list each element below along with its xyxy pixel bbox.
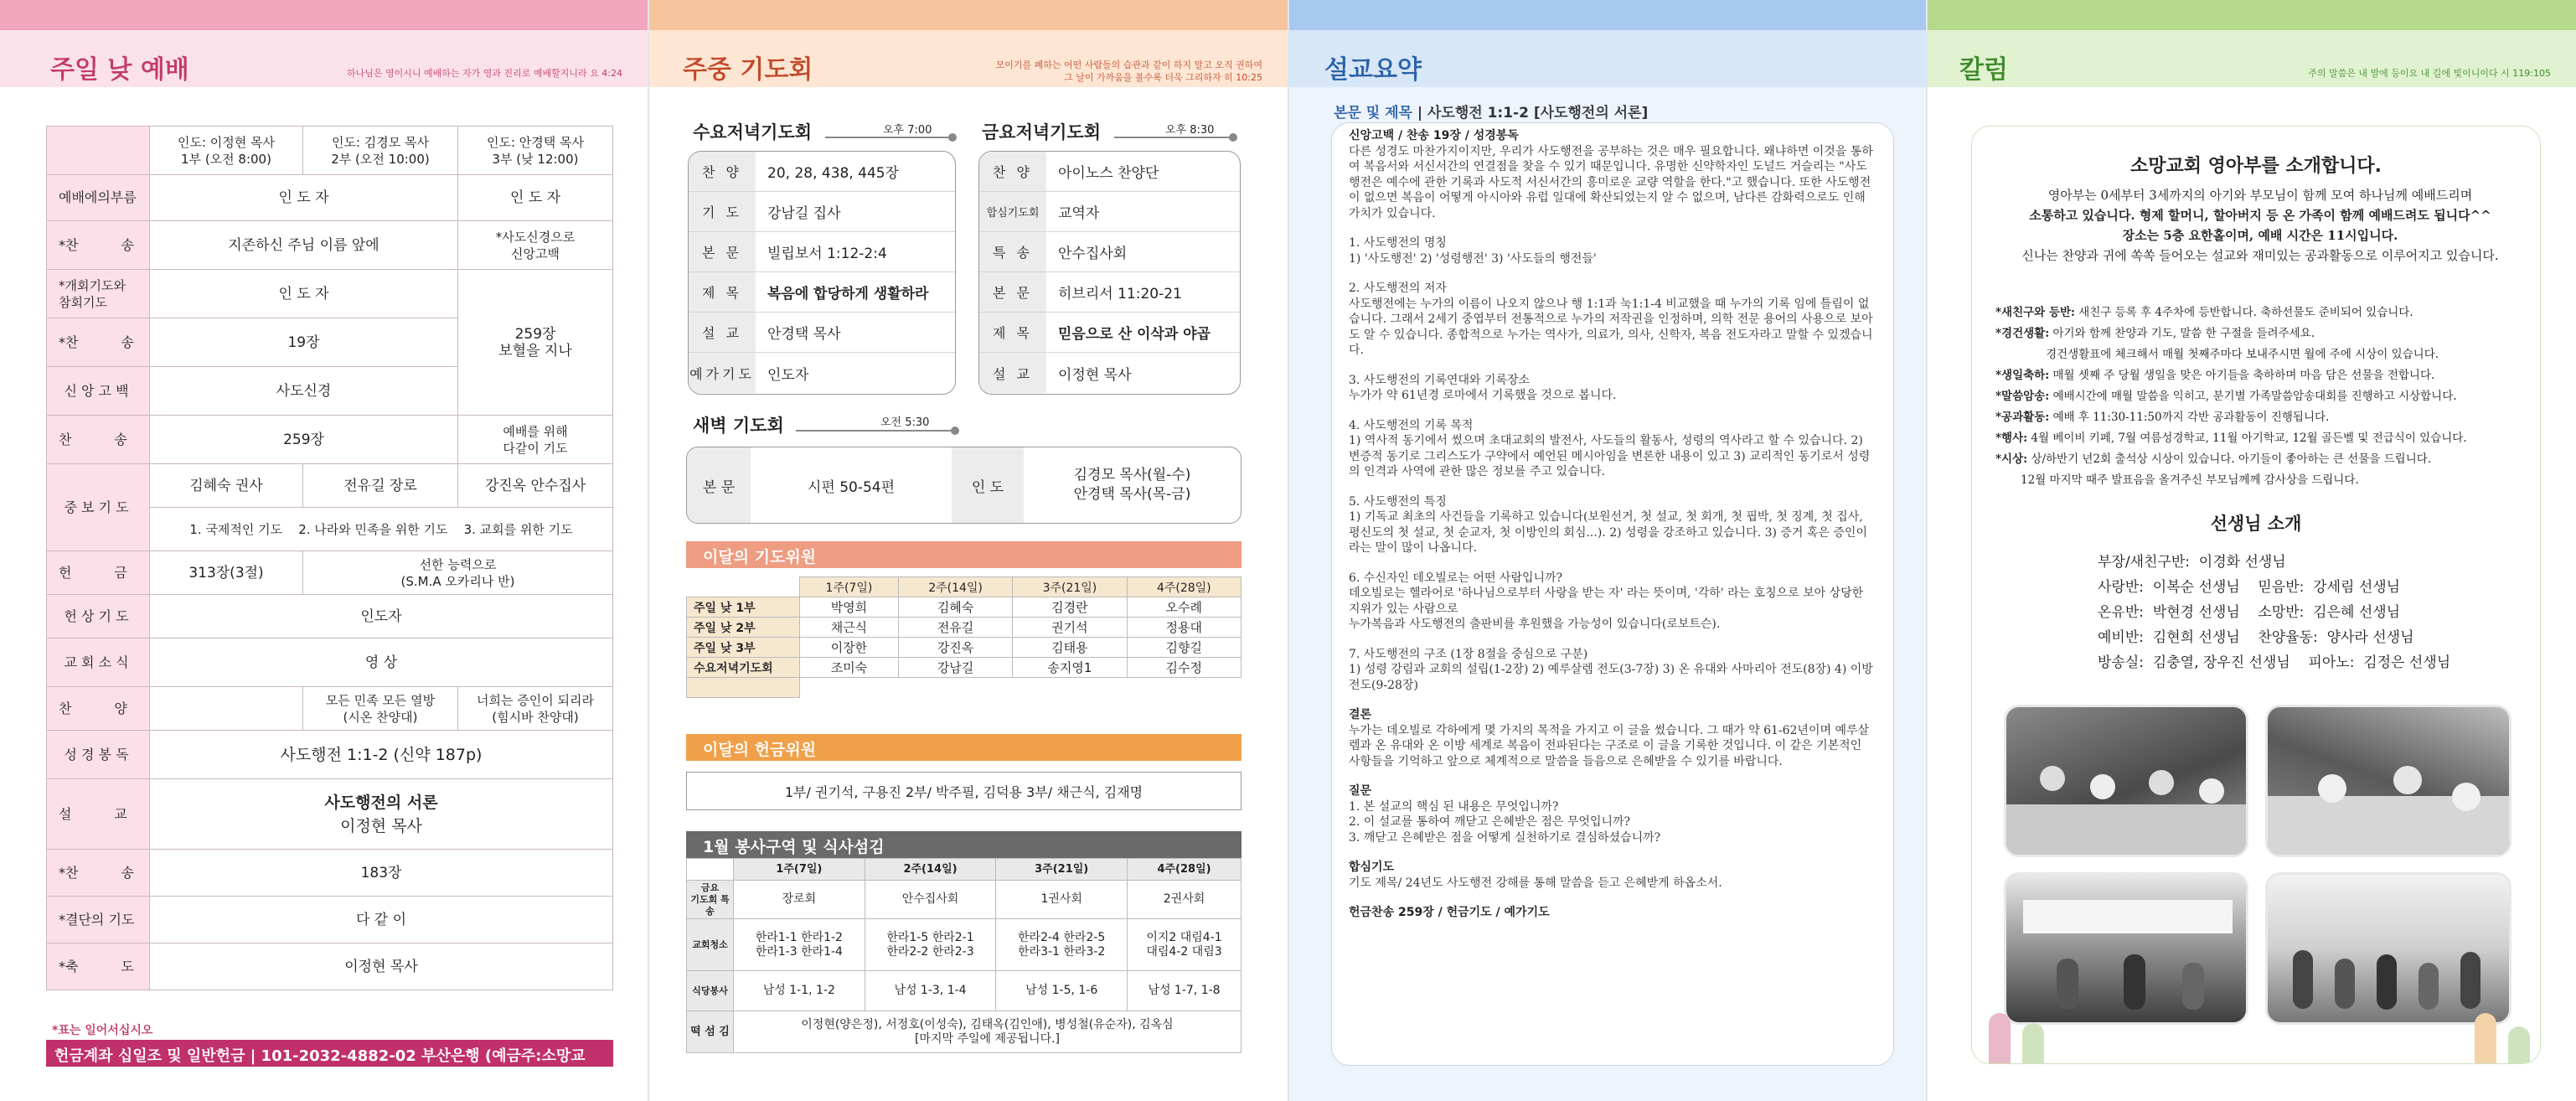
row-label: *결단의 기도: [47, 897, 150, 943]
prayer-row-value: 이정현 목사: [1058, 366, 1132, 384]
row-label: 중 보 기 도: [47, 464, 150, 551]
service-3-head: 인도: 안경택 목사 3부 (낮 12:00): [458, 127, 613, 175]
class-photo-1: [2004, 705, 2248, 857]
flower-decoration: [2022, 1023, 2044, 1063]
wednesday-title: 수요저녁기도회: [693, 122, 813, 142]
prayer-row-value: 아이노스 찬양단: [1058, 165, 1159, 182]
row-header: 수요저녁기도회: [687, 658, 800, 678]
prayer-row-label: 예가기도: [689, 353, 756, 393]
info-list: [1995, 302, 2523, 491]
info-item-label: *행사:: [1995, 432, 2028, 445]
prayer-row-label: 찬 양: [979, 152, 1046, 191]
row-header: 주일 낮 2부: [687, 618, 800, 638]
row-value: 인도자: [150, 595, 613, 638]
worship-order-table: [46, 126, 613, 990]
sermon-heading-label: 본문 및 제목: [1334, 105, 1412, 121]
column-header: 1주(7일): [734, 859, 865, 881]
row-value: 너희는 증인이 되리라 (힘시바 찬양대): [458, 687, 613, 731]
table-cell: 남성 1-1, 1-2: [734, 971, 865, 1011]
info-item: [1995, 407, 2523, 428]
table-cell: 김향길: [1127, 638, 1241, 658]
table-row: [687, 678, 1242, 698]
top-band: [1289, 0, 1926, 30]
row-value: 선한 능력으로 (S.M.A 오카리나 반): [303, 551, 613, 595]
info-item-text: 경건생활표에 체크해서 매월 첫째주마다 보내주시면 월에 주에 시상이 있습니다.: [1995, 348, 2439, 361]
row-value: 영 상: [150, 638, 613, 687]
prayer-row: [689, 152, 955, 192]
top-band: [649, 0, 1288, 30]
class-photo-2: [2265, 705, 2511, 857]
header-verse: 주의 말씀은 내 발에 등이요 내 길에 빛이니이다 시 119:105: [2308, 68, 2551, 79]
top-band: [1928, 0, 2576, 30]
intro-line: 영아부는 0세부터 3세까지의 아기와 부모님이 함께 모여 하나님께 예배드리며: [2047, 188, 2473, 203]
offering-account-bar: 헌금계좌 십일조 및 일반헌금 | 101-2032-4882-02 부산은행 (예금주:소망교회): [46, 1040, 613, 1067]
column-header: 2주(14일): [865, 859, 996, 881]
flower-decoration: [2508, 1026, 2530, 1063]
row-header: 주일 낮 1부: [687, 597, 800, 618]
meal-cell: 이정현(양은정), 서정호(이성숙), 김태옥(김인애), 병성철(유순자), 김옥심 [마지막 주일에 제공됩니다.]: [734, 1011, 1242, 1053]
sermon-block-heading: 합심기도: [1349, 861, 1395, 874]
column-header: 2주(14일): [898, 577, 1012, 597]
table-cell: 이장한: [800, 638, 899, 658]
sermon-block-heading: 결론: [1349, 708, 1372, 721]
sermon-block-text: 4. 사도행전의 기록 목적 1) 역사적 동기에서 썼으며 초대교회의 발전사, 사도들의 활동사, 성령의 역사라고 할 수 있습니다. 2) 변증적 동기로 그리스도가 구약에서 예언된 메시아임을 변론한 내용이 있고 3) 교리적인 동기로서 성령의 인격과 사역에 관한 많은 정보를 주고 있습니다.: [1349, 418, 1871, 478]
page-title: 칼럼: [1959, 55, 2008, 85]
row-value: 이정현 목사: [150, 943, 613, 990]
prayer-row-value: 복음에 합당하게 생활하라: [767, 286, 929, 302]
row-label: *찬 송: [47, 221, 150, 270]
flower-decoration: [2475, 1013, 2496, 1063]
standing-note: *표는 일어서십시오: [52, 1024, 153, 1037]
prayer-row-value: 20, 28, 438, 445장: [767, 165, 900, 182]
teacher-line: 예비반: 김현희 선생님 찬양율동: 양사라 선생님: [2098, 629, 2414, 646]
column-header: 3주(21일): [996, 859, 1128, 881]
teachers-heading: 선생님 소개: [2210, 514, 2302, 534]
table-header-row: [687, 859, 1242, 881]
column-header: 3주(21일): [1013, 577, 1127, 597]
sermon-block-heading: 질문: [1349, 784, 1372, 798]
friday-time: 오후 8:30: [1162, 121, 1217, 137]
teacher-line: 방송실: 김충열, 장우진 선생님 피아노: 김정은 선생님: [2098, 654, 2451, 671]
sermon-block-text: 5. 사도행전의 특징 1) 기독교 최초의 사건들을 기록하고 있습니다(보원선거, 첫 설교, 첫 회개, 첫 핍박, 첫 징계, 첫 집사, 평신도의 첫 설교, 첫 순교자, 첫 이방인의 회심...). 2) 성령을 강조하고 있습니다. 3) 증거 혹은 증인이라는 말이 많이 나옵니다.: [1349, 494, 1867, 555]
info-item-text: 예배 후 11:30-11:50까지 각반 공과활동이 진행됩니다.: [2049, 411, 2330, 424]
column-intro: [2006, 185, 2515, 266]
corner-cell: [47, 127, 150, 175]
sermon-block: [1349, 860, 1877, 891]
row-value: 모든 민족 모든 열방 (시온 찬양대): [303, 687, 458, 731]
table-cell: 오수례: [1127, 597, 1241, 618]
table-cell: 남성 1-5, 1-6: [996, 971, 1128, 1011]
prayer-row-value: 안수집사회: [1058, 246, 1128, 262]
prayer-row-label: 제 목: [689, 272, 756, 312]
info-item-label: *경건생활:: [1995, 327, 2050, 340]
column-header: 1주(7일): [800, 577, 899, 597]
sermon-text-box: [1331, 122, 1894, 1066]
prayer-row-label: 설 교: [689, 313, 756, 352]
sermon-block-text: 누가는 데오빌로 각하에게 몇 가지의 목적을 가지고 이 글을 썼습니다. 그 때가 약 61-62년이며 예루살렘과 온 유대와 온 이방 세계로 복음이 전파된다는 구조로 이 글을 기록한 것입니다. 이 같은 기본적인 사항들을 기억하고 앞으로 체계적으로 말씀을 들음으로 은혜받을 수 있기를 바랍니다.: [1349, 723, 1870, 768]
prayer-row-label: 기 도: [689, 192, 756, 231]
table-cell: 남성 1-3, 1-4: [865, 971, 996, 1011]
table-row: [687, 881, 1242, 919]
table-row: [687, 919, 1242, 971]
info-item-text: 4월 베이비 키페, 7월 여름성경학교, 11월 아기학교, 12월 골든벨 및 전급식이 있습니다.: [2027, 432, 2467, 445]
row-value: 강진옥 안수집사: [458, 464, 613, 508]
column-header: 4주(28일): [1127, 577, 1241, 597]
row-label: 찬 양: [47, 687, 150, 731]
row-label: 찬 송: [47, 416, 150, 464]
offering-committee-title: 이달의 헌금위원: [686, 734, 1242, 761]
divider-dot: [948, 133, 957, 142]
flower-decoration: [1989, 1013, 2011, 1063]
sermon-summary-panel: [1288, 0, 1926, 1101]
prayer-row-value: 인도자: [767, 366, 809, 384]
prayer-row-label: 본 문: [979, 272, 1046, 312]
prayer-row: [689, 192, 955, 232]
table-cell: 조미숙: [800, 658, 899, 678]
row-label: 신 앙 고 백: [47, 367, 150, 416]
row-value: 김혜숙 권사: [150, 464, 303, 508]
prayer-committee-table: [686, 576, 1242, 698]
corner-cell: [687, 577, 800, 597]
table-cell: 한라2-4 한라2-5 한라3-1 한라3-2: [996, 919, 1128, 971]
sermon-block-text: 1. 본 설교의 핵심 된 내용은 무엇입니까? 2. 이 설교를 통하여 깨닫고 은혜받은 점은 무엇입니까? 3. 깨닫고 은혜받은 점을 어떻게 실천하기로 결심하셨습니까?: [1349, 799, 1661, 845]
sermon-heading: [1334, 101, 1648, 121]
row-value: *사도신경으로 신앙고백: [458, 221, 613, 270]
row-label: *개회기도와 참회기도: [47, 270, 150, 318]
service-2-head: 인도: 김경모 목사 2부 (오전 10:00): [303, 127, 458, 175]
dawn-box: [686, 447, 1242, 524]
sermon-block: [1349, 783, 1877, 845]
prayer-row-label: 설 교: [979, 353, 1046, 393]
info-item-text: 상/하반기 년2회 출석상 시상이 있습니다. 아기들이 좋아하는 큰 선물을 드립니다.: [2027, 452, 2432, 466]
info-item: [1995, 386, 2523, 407]
row-value: 전유길 장로: [303, 464, 458, 508]
class-photo-3: [2004, 872, 2248, 1025]
divider: [796, 430, 955, 432]
prayer-row-label: 찬 양: [689, 152, 756, 191]
row-value: 지존하신 주님 이름 앞에: [150, 221, 458, 270]
intro-line: 장소는 5층 요한홀이며, 예배 시간은 11시입니다.: [2122, 228, 2398, 243]
table-cell: 안수집사회: [865, 881, 996, 919]
row-value: 19장: [150, 318, 458, 367]
header-verse: 모이기를 폐하는 어떤 사람들의 습관과 같이 하지 말고 오직 권하여 그 날이 가까움을 볼수록 더욱 그리하자 히 10:25: [995, 59, 1262, 83]
dawn-text-label: 본 문: [687, 447, 751, 523]
dawn-title: 새벽 기도회: [693, 416, 784, 436]
intro-line: 신나는 찬양과 귀에 쏙쏙 들어오는 설교와 재미있는 공과활동으로 이루어지고 있습니다.: [2021, 248, 2499, 263]
row-label: *찬 송: [47, 318, 150, 367]
prayer-row-value: 믿음으로 산 이삭과 야곱: [1058, 326, 1211, 343]
wednesday-box: [688, 151, 956, 395]
row-label: *축 도: [47, 943, 150, 990]
row-header: 주일 낮 3부: [687, 638, 800, 658]
row-header: 떡 섬 김: [687, 1011, 734, 1053]
prayer-row-label: 특 송: [979, 232, 1046, 271]
row-label: *찬 송: [47, 850, 150, 897]
row-value: 313장(3절): [150, 551, 303, 595]
info-item: [1995, 323, 2523, 344]
sermon-block-text: 2. 사도행전의 저자 사도행전에는 누가의 이름이 나오지 않으나 행 1:1과 눅1:1-4 비교했을 때 누가의 기록 임에 틀림이 없습니다. 그래서 2세기 중엽부터 전통적으로 누가의 저작권을 인정하며, 의학 전문 용어의 사용으로 보아도 알 수 있습니다. 종합적으로 누가는 역사가, 의료가, 의사, 신학자, 복음 전도자라고 말할 수 있겠습니다.: [1349, 282, 1873, 357]
prayer-row: [979, 192, 1240, 232]
preacher: 이정현 목사: [340, 816, 422, 835]
column-panel: [1926, 0, 2576, 1101]
row-header: 금요 기도회 특송: [687, 881, 734, 919]
teacher-line: 부장/새친구반: 이경화 선생님: [2098, 554, 2286, 571]
info-item: [1995, 365, 2523, 386]
info-item: [1995, 302, 2523, 323]
prayer-row-value: 교역자: [1058, 205, 1100, 222]
table-cell: 2권사회: [1128, 881, 1242, 919]
service-table: [686, 858, 1242, 1053]
row-value: 예배를 위해 다같이 기도: [458, 416, 613, 464]
sermon-block-heading: 신앙고백 / 찬송 19장 / 성경봉독: [1349, 129, 1519, 142]
info-item-label: *생일축하:: [1995, 369, 2050, 382]
divider-dot: [1229, 133, 1237, 142]
table-cell: 한라1-1 한라1-2 한라1-3 한라1-4: [734, 919, 865, 971]
friday-box: [978, 151, 1241, 395]
sermon-block-text: 1. 사도행전의 명칭 1) '사도행전' 2) '성령행전' 3) '사도들의 행전들': [1349, 236, 1597, 266]
column-box: [1971, 126, 2541, 1064]
row-value: 인 도 자: [458, 175, 613, 221]
row-value: 인 도 자: [150, 270, 458, 318]
row-value: 183장: [150, 850, 613, 897]
prayer-row: [979, 152, 1240, 192]
intro-line: 소통하고 있습니다. 형제 할머니, 할아버지 등 온 가족이 함께 예배드려도 됩니다^^: [2029, 208, 2491, 223]
sermon-block-text: 3. 사도행전의 기록연대와 기록장소 누가가 약 61년경 로마에서 기록했을 것으로 봅니다.: [1349, 373, 1617, 402]
prayer-row-label: 본 문: [689, 232, 756, 271]
sermon-block-text: 7. 사도행전의 구조 (1장 8절을 중심으로 구분) 1) 성령 강림과 교회의 설립(1-2장) 2) 예루살렘 전도(3-7장) 3) 온 유대와 사마리아 전도(8장) 4) 이방 전도(9-28장): [1349, 647, 1873, 692]
info-item-label: *새친구와 등반:: [1995, 306, 2075, 319]
sermon-block-text: 기도 제목/ 24년도 사도행전 강해를 통해 말씀을 듣고 은혜받게 하옵소서.: [1349, 876, 1722, 890]
table-cell: 강남길: [898, 658, 1012, 678]
info-item-text: 새친구 등록 후 4주차에 등반합니다. 축하선물도 준비되어 있습니다.: [2075, 306, 2413, 319]
sermon-block: [1349, 494, 1877, 556]
prayer-row: [979, 232, 1240, 272]
divider: [1114, 137, 1233, 138]
table-cell: 장로회: [734, 881, 865, 919]
info-item: [1995, 428, 2523, 449]
column-heading: 소망교회 영아부를 소개합니다.: [2130, 156, 2382, 177]
info-item-text: 예배시간에 매월 말씀을 익히고, 분기별 가족말씀암송대회를 진행하고 시상합니다.: [2049, 390, 2457, 403]
sermon-block-text: 6. 수신자인 데오빌로는 어떤 사람입니까? 데오빌로는 헬라어로 '하나님으로부터 사랑을 받는 자' 라는 뜻이며, '각하' 라는 호칭으로 보아 상당한 지위가 있는 사람으로 누가복음과 사도행전의 출판비를 후원했을 가능성이 있습니다(로보트슨).: [1349, 571, 1864, 631]
service-1-head: 인도: 이정현 목사 1부 (오전 8:00): [150, 127, 303, 175]
info-item-text: 매월 셋째 주 당월 생일을 맞은 아기들을 축하하며 마음 담은 선물을 전합니다.: [2049, 369, 2435, 382]
table-cell: 이지2 대림4-1 대림4-2 대림3: [1128, 919, 1242, 971]
prayer-row: [689, 313, 955, 353]
row-value: 259장: [150, 416, 458, 464]
prayer-row-label: 제 목: [979, 313, 1046, 352]
table-cell: 남성 1-7, 1-8: [1128, 971, 1242, 1011]
worship-order-panel: [0, 0, 648, 1101]
table-cell: 김혜숙: [898, 597, 1012, 618]
prayer-row-value: 안경택 목사: [767, 326, 841, 343]
table-cell: 권기석: [1013, 618, 1127, 638]
page-title: 설교요약: [1324, 55, 1422, 85]
info-item: [1995, 449, 2523, 470]
teacher-line: 온유반: 박현경 선생님 소망반: 김은혜 선생님: [2098, 604, 2401, 621]
offering-committee-text: 1부/ 권기석, 구용진 2부/ 박주필, 김덕용 3부/ 채근식, 김재명: [686, 772, 1242, 810]
table-cell: 한라1-5 한라2-1 한라2-2 한라2-3: [865, 919, 996, 971]
class-photo-4: [2265, 872, 2511, 1025]
row-header: [687, 678, 800, 698]
sermon-block: [1349, 707, 1877, 769]
table-cell: 김태용: [1013, 638, 1127, 658]
table-cell: 송지영1: [1013, 658, 1127, 678]
table-header-row: [687, 577, 1242, 597]
service-title: 1월 봉사구역 및 식사섬김: [686, 831, 1242, 858]
row-value: 인 도 자: [150, 175, 458, 221]
dawn-text: 시편 50-54편: [807, 478, 896, 496]
table-cell: 정용대: [1127, 618, 1241, 638]
wednesday-time: 오후 7:00: [880, 121, 935, 137]
table-row: [687, 658, 1242, 678]
prayer-row: [689, 353, 955, 393]
corner-cell: [687, 859, 734, 881]
sermon-block-heading: 헌금찬송 259장 / 헌금기도 / 예가기도: [1349, 906, 1550, 919]
prayer-row: [979, 313, 1240, 353]
sermon-block: [1349, 571, 1877, 633]
info-item-label: *말씀암송:: [1995, 390, 2050, 403]
sermon-block: [1349, 373, 1877, 404]
table-cell: 김경란: [1013, 597, 1127, 618]
table-row: [687, 971, 1242, 1011]
info-item-text: 12월 마지막 때주 발표음을 올겨주신 부모님께께 감사상을 드립니다.: [1995, 473, 2359, 487]
prayer-row-value: 히브리서 11:20-21: [1058, 286, 1182, 302]
prayer-row-value: 빌립보서 1:12-2:4: [767, 246, 887, 262]
prayer-row-value: 강남길 집사: [767, 205, 841, 222]
row-label: 성 경 봉 독: [47, 731, 150, 779]
sermon-block: [1349, 235, 1877, 266]
friday-title: 금요저녁기도회: [982, 122, 1102, 142]
dawn-leader: 김경모 목사(월-수) 안경택 목사(목-금): [1073, 467, 1191, 503]
row-label: 헌 금: [47, 551, 150, 595]
sermon-block: [1349, 128, 1877, 221]
row-value: 259장 보혈을 지나: [458, 270, 613, 416]
row-value: 사도행전 1:1-2 (신약 187p): [150, 731, 613, 779]
row-value: 1. 국제적인 기도 2. 나라와 민족을 위한 기도 3. 교회를 위한 기도: [150, 508, 613, 551]
table-cell: 1권사회: [996, 881, 1128, 919]
table-row: [687, 1011, 1242, 1053]
sermon-heading-value: | 사도행전 1:1-2 [사도행전의 서론]: [1412, 105, 1649, 121]
table-cell: 전유길: [898, 618, 1012, 638]
info-item: [1995, 470, 2523, 491]
table-cell: 강진옥: [898, 638, 1012, 658]
prayer-row: [979, 353, 1240, 393]
row-header: 교회청소: [687, 919, 734, 971]
prayer-row: [979, 272, 1240, 313]
table-cell: 박영희: [800, 597, 899, 618]
header-verse: 하나님은 영이시니 예배하는 자가 영과 진리로 예배할지니라 요 4:24: [347, 68, 622, 79]
page-title: 주일 낮 예배: [50, 55, 189, 85]
row-label: 예배에의부름: [47, 175, 150, 221]
row-header: 식당봉사: [687, 971, 734, 1011]
sermon-block: [1349, 281, 1877, 359]
sermon-title: 사도행전의 서론: [324, 793, 438, 812]
sermon-block: [1349, 418, 1877, 480]
top-band: [0, 0, 648, 30]
prayer-committee-title: 이달의 기도위원: [686, 541, 1242, 568]
table-row: [687, 597, 1242, 618]
dawn-time: 오전 5:30: [877, 413, 932, 429]
prayer-row: [689, 232, 955, 272]
row-value: 사도신경: [150, 367, 458, 416]
info-item-label: *공과활동:: [1995, 411, 2050, 424]
table-row: [687, 618, 1242, 638]
weekday-prayer-panel: [648, 0, 1288, 1101]
row-value: 다 같 이: [150, 897, 613, 943]
info-item-text: 아기와 함께 찬양과 기도, 말씀 한 구절을 들려주세요.: [2049, 327, 2315, 340]
row-label: 설 교: [47, 779, 150, 850]
sermon-block-text: 다른 성경도 마찬가지이지만, 우리가 사도행전을 공부하는 것은 매우 필요합니다. 왜냐하면 이것을 통하여 복음서와 서신서간의 연결점을 찾을 수 있기 때문입니다. 유명한 신약학자인 도널드 거슬리는 "사도행전은 예수에 관한 기록과 사도적 서신서간의 흥미로운 교량 역할을 한다."고 했습니다. 또한 사도행전이 없으면 복음이 어떻게 아시아와 유럽 일대에 확산되었는지 알 수 없으며, 남다른 감화력으로도 인해 가치가 있습니다.: [1349, 144, 1873, 220]
sermon-block: [1349, 905, 1877, 921]
prayer-row: [689, 272, 955, 313]
prayer-row-label: 합심기도회: [979, 192, 1046, 231]
info-item-label: *시상:: [1995, 452, 2028, 466]
dawn-leader-label: 인 도: [952, 447, 1024, 523]
table-cell: 채근식: [800, 618, 899, 638]
table-row: [687, 638, 1242, 658]
row-label: 헌 상 기 도: [47, 595, 150, 638]
column-header: 4주(28일): [1128, 859, 1242, 881]
teachers-list: [2098, 550, 2450, 675]
info-item: [1995, 344, 2523, 365]
divider: [825, 137, 951, 138]
row-label: 교 회 소 식: [47, 638, 150, 687]
page-title: 주중 기도회: [683, 55, 813, 85]
table-cell: 김수정: [1127, 658, 1241, 678]
divider-dot: [951, 426, 959, 435]
sermon-block: [1349, 647, 1877, 694]
teacher-line: 사랑반: 이복순 선생님 믿음반: 강세림 선생님: [2098, 579, 2401, 596]
